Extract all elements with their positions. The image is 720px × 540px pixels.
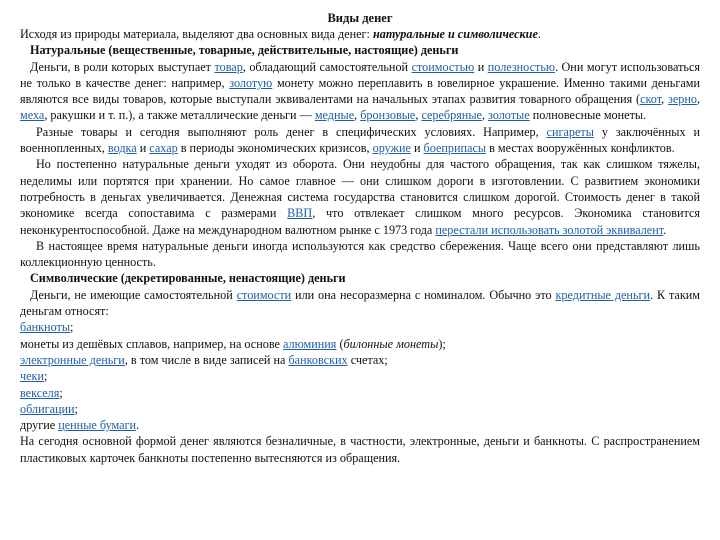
link-zerno[interactable]: зерно [668, 92, 697, 107]
text-fragment: , ракушки и т. п.), а также металлические деньги — [44, 108, 315, 123]
link-oruzhie[interactable]: оружие [372, 141, 411, 156]
intro-end: . [537, 27, 541, 41]
text-fragment: , в том числе в виде записей на [124, 352, 289, 367]
text-fragment: , [415, 108, 422, 123]
text-fragment: и [474, 59, 488, 74]
text-fragment: ; [59, 385, 63, 400]
text-fragment: Деньги, не имеющие самостоятельной [30, 287, 237, 302]
text-fragment: монеты из дешёвых сплавов, например, на основе [20, 336, 283, 351]
text-fragment: и [410, 141, 424, 156]
text-fragment: счетах; [347, 352, 388, 367]
intro-emphasis: натуральные и символические [373, 27, 538, 41]
text-fragment: , [481, 108, 489, 123]
text-fragment: Разные товары и сегодня выполняют роль денег в специфических условиях. Например, [36, 124, 547, 139]
intro-paragraph [20, 26, 700, 42]
link-vvp[interactable]: ВВП [287, 206, 313, 221]
text-fragment: , [661, 92, 669, 107]
text-fragment: . К таким деньгам относят: [20, 287, 700, 319]
link-alyuminiya[interactable]: алюминия [282, 336, 337, 351]
paragraph-modern-commodity-money [20, 124, 700, 157]
heading-natural-money: Натуральные (вещественные, товарные, действительные, настоящие) деньги [30, 43, 459, 58]
page-title: Виды денег [327, 11, 393, 25]
paragraph-savings: В настоящее время натуральные деньги иногда используются как средство сбережения. Чаще всего они представляют лишь коллекционную ценность. [20, 238, 700, 270]
text-fragment: . [136, 418, 140, 433]
paragraph-natural-definition [20, 59, 700, 124]
list-item [20, 319, 700, 335]
link-vekselya[interactable]: векселя [20, 385, 60, 400]
link-boepripasy[interactable]: боеприпасы [423, 141, 487, 156]
intro-text: Исходя из природы материала, выделяют два основных вида денег: [20, 27, 373, 41]
link-banknoty[interactable]: банкноты [20, 320, 71, 335]
text-fragment: ( [336, 336, 344, 351]
list-item [20, 401, 700, 417]
list-item [20, 385, 700, 401]
link-meha[interactable]: меха [20, 108, 45, 123]
paragraph-conclusion: На сегодня основной формой денег являются безналичные, в частности, электронные, деньги и банкноты. С распространением пластиковых карточек банкноты постепенно вытесняются из обращения. [20, 434, 700, 465]
link-sigarety[interactable]: сигареты [546, 124, 594, 139]
text-fragment: Но постепенно натуральные деньги уходят из оборота. Они неудобны для частого обращения, так как слишком тяжелы, неделимы или портятся при хранении. Но самое главное — они слишком дороги в изготовлении. С развитием экономики потребность в деньгах увеличивается. Денежная система государства становится слишком дорогой. Стоимость денег в такой экономике всегда сопоставима с размерами [20, 157, 700, 221]
text-fragment: в периоды экономических кризисов, [177, 141, 373, 156]
text-italic: билонные монеты [343, 336, 439, 351]
heading-symbolic-money: Символические (декретированные, ненастоящие) деньги [30, 271, 346, 286]
link-bankovskih[interactable]: банковских [288, 352, 348, 367]
text-fragment: ; [43, 369, 48, 384]
text-fragment: в местах вооружённых конфликтов. [486, 141, 675, 156]
text-fragment: , что отвлекает слишком много ресурсов. Экономика становится неконкурентоспособной. Даже на международном валютном рынке с 1973 года [20, 206, 700, 237]
link-elektronnye-dengi[interactable]: электронные деньги [20, 352, 125, 367]
text-fragment: другие [20, 418, 59, 433]
text-fragment: . [663, 222, 667, 237]
text-fragment: , [354, 108, 361, 123]
list-item [20, 417, 700, 433]
link-tovar[interactable]: товар [214, 59, 243, 74]
link-bronzovye[interactable]: бронзовые [360, 108, 416, 123]
link-cennye-bumagi[interactable]: ценные бумаги [58, 418, 137, 433]
text-fragment: Деньги, в роли которых выступает [30, 59, 215, 74]
list-item [20, 368, 700, 384]
text-fragment: ); [438, 336, 446, 351]
text-fragment: . Они могут использоваться не только в качестве денег: например, [20, 59, 700, 90]
text-fragment: и [136, 141, 150, 156]
text-fragment: , [696, 92, 700, 107]
link-stoimosti[interactable]: стоимости [236, 287, 292, 302]
link-zolotuyu[interactable]: золотую [229, 75, 273, 90]
link-kreditnye-dengi[interactable]: кредитные деньги [555, 287, 651, 302]
link-mednye[interactable]: медные [314, 108, 355, 123]
link-gold-standard[interactable]: перестали использовать золотой эквивалент [435, 222, 664, 237]
link-vodka[interactable]: водка [107, 141, 137, 156]
link-zolotye[interactable]: золотые [488, 108, 530, 123]
paragraph-decline [20, 156, 700, 237]
paragraph-symbolic-definition [20, 287, 700, 320]
text-fragment: ; [74, 401, 78, 416]
text-fragment: у заключённых и военнопленных, [20, 124, 700, 156]
text-fragment: или она несоразмерна с номиналом. Обычно это [291, 287, 556, 302]
text-fragment: ; [70, 320, 74, 335]
text-fragment: полновесные монеты. [529, 108, 647, 123]
text-fragment: , обладающий самостоятельной [242, 59, 412, 74]
link-sahar[interactable]: сахар [149, 141, 178, 156]
link-stoimost[interactable]: стоимостью [411, 59, 475, 74]
link-poleznost[interactable]: полезностью [487, 59, 555, 74]
link-skot[interactable]: скот [640, 92, 662, 107]
link-serebryanye[interactable]: серебряные [421, 108, 482, 123]
link-obligacii[interactable]: облигации [20, 401, 75, 416]
text-fragment: монету можно переплавить в ювелирное украшение. Именно такими деньгами являются все виды товаров, которые выступали эквивалентами на начальных этапах развития товарного обращения ( [20, 75, 700, 107]
list-item [20, 352, 700, 368]
list-item [20, 336, 700, 352]
link-cheki[interactable]: чеки [20, 369, 44, 384]
